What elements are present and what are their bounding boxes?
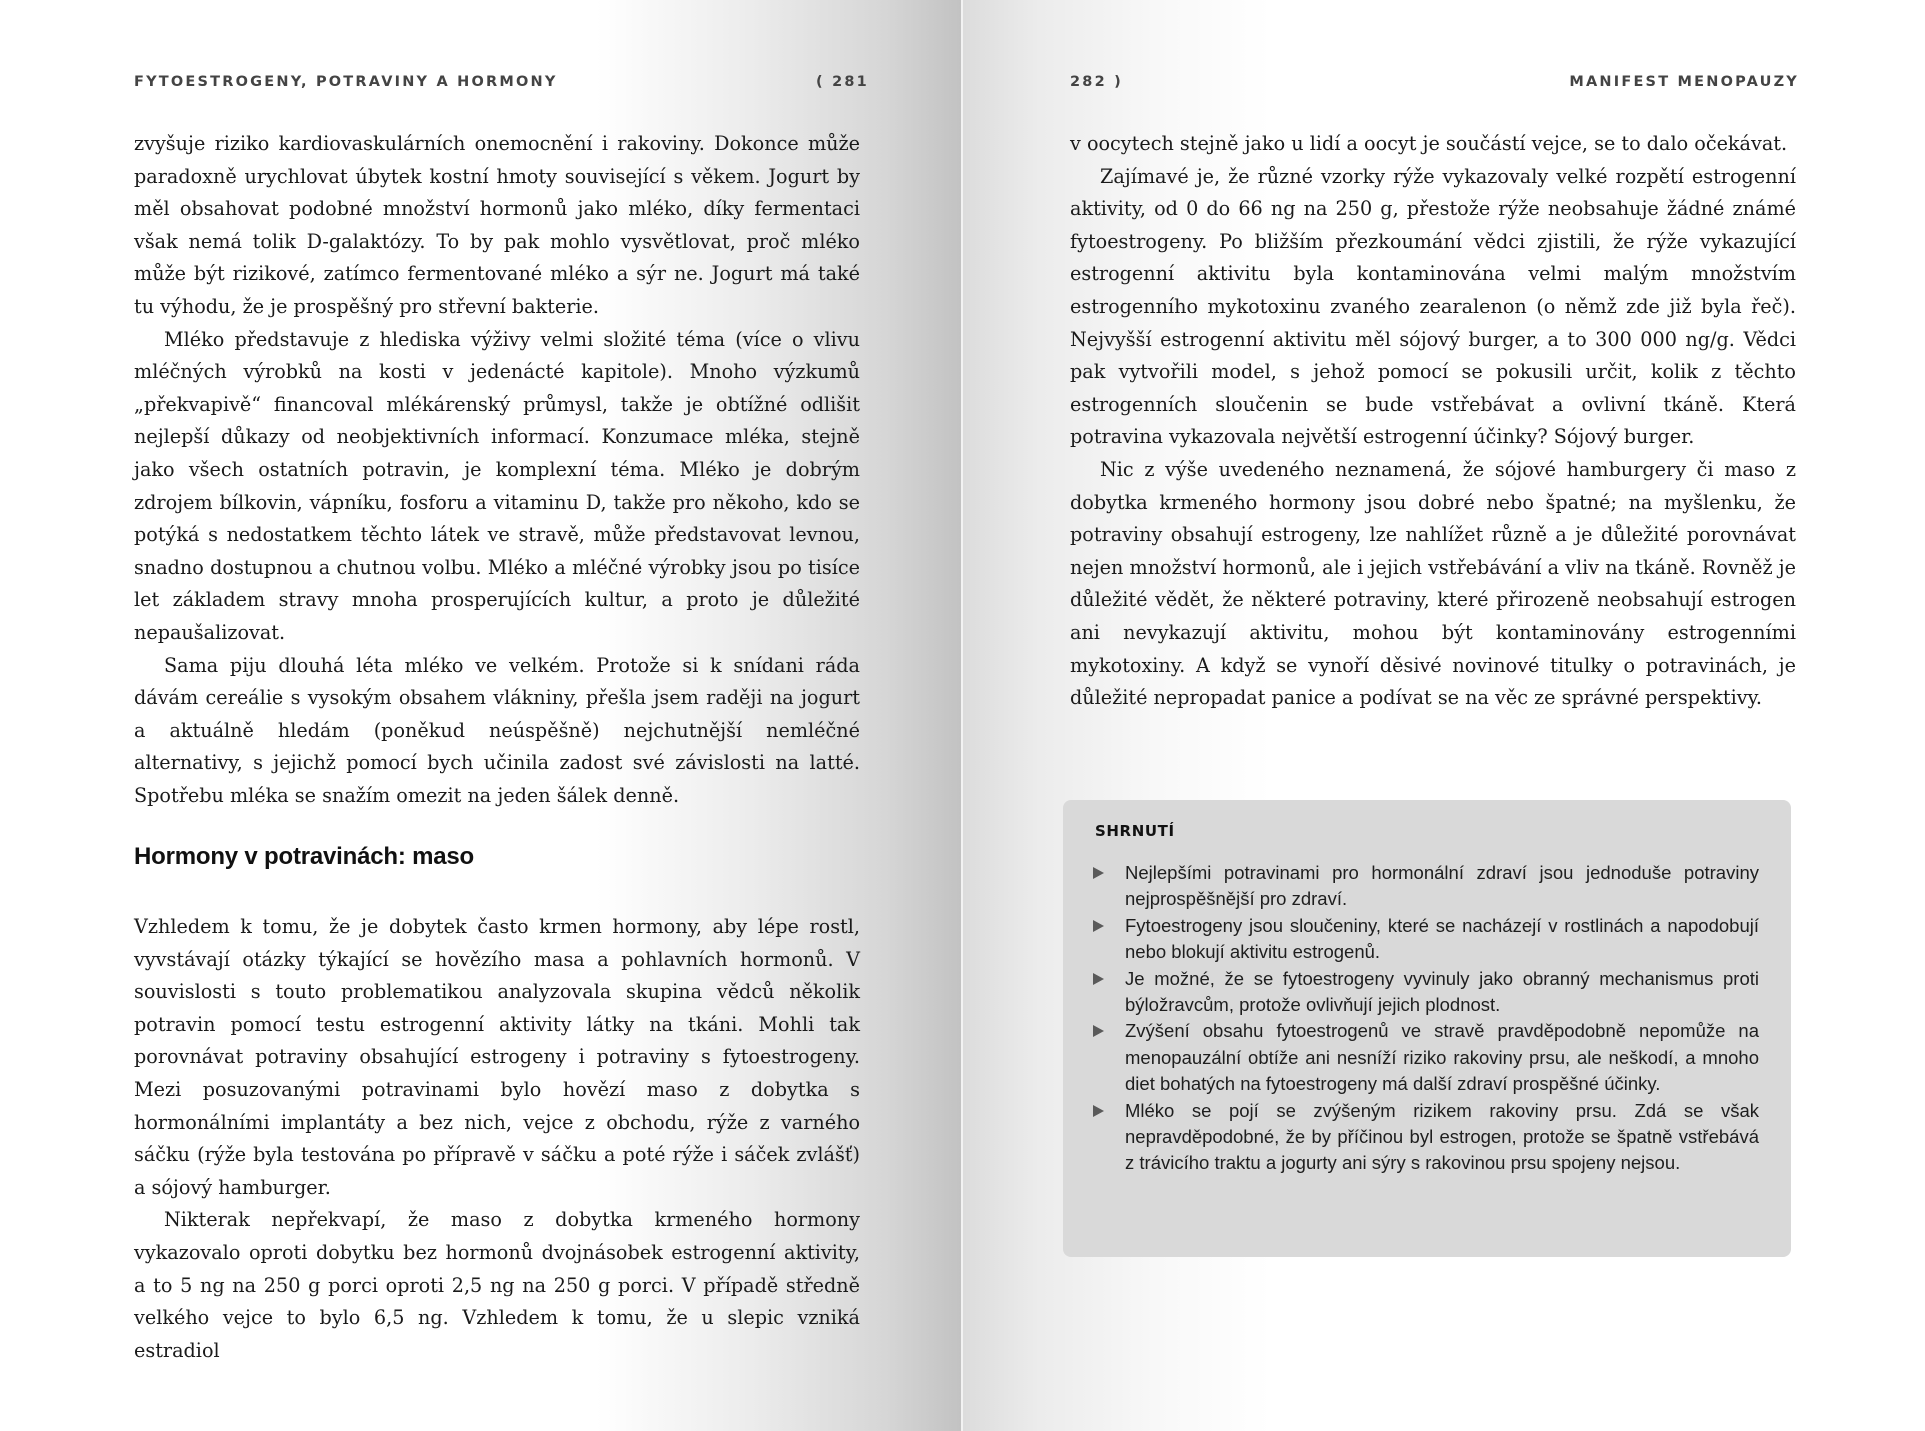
paragraph: Nikterak nepřekvapí, že maso z dobytka krmeného hormony vykazovalo oproti dobytku bez hormonů dvojnásobek estrogenní aktivity, a to 5 ng na 250 g porci oproti 2,5 ng na 250 g porci. V případě středně velkého vejce to bylo 6,5 ng. Vzhledem k tomu, že u slepic vzniká estradiol (134, 1208, 860, 1362)
paragraph: v oocytech stejně jako u lidí a oocyt je součástí vejce, se to dalo očekávat. (1070, 132, 1788, 155)
summary-box (1063, 800, 1791, 1257)
triangle-bullet-icon (1093, 1025, 1104, 1037)
running-head-book-title: MANIFEST MENOPAUZY (1569, 74, 1799, 90)
body-text-right (1070, 128, 1796, 715)
paragraph: Zajímavé je, že různé vzorky rýže vykazovaly velké rozpětí estrogenní aktivity, od 0 do 66 ng na 250 g, přestože rýže neobsahuje žádné známé fytoestrogeny. Po bližším přezkoumání vědci zjistili, že rýže vykazující estrogenní aktivitu byla kontaminována velmi malým množstvím estrogenního mykotoxinu zvaného zearalenon (o němž zde již byla řeč). Nejvyšší estrogenní aktivitu měl sójový burger, a to 300 000 ng/g. Vědci pak vytvořili model, s jehož pomocí se pokusili určit, kolik z těchto estrogenních sloučenin se bude vstřebávat a ovlivní tkáně. Která potravina vykazovala největší estrogenní účinky? Sójový burger. (1070, 164, 1796, 449)
page-number-left: ( 281 (816, 74, 869, 90)
triangle-bullet-icon (1093, 1105, 1104, 1117)
triangle-bullet-icon (1093, 920, 1104, 932)
summary-list (1093, 860, 1759, 1177)
left-page (0, 0, 962, 1431)
running-head-chapter: FYTOESTROGENY, POTRAVINY A HORMONY (134, 74, 558, 90)
paragraph: Sama piju dlouhá léta mléko ve velkém. Protože si k snídani ráda dávám cereálie s vysokým obsahem vlákniny, přešla jsem raději na jogurt a aktuálně hledám (poněkud neúspěšně) nejchutnější nemléčné alternativy, s jejichž pomocí bych učinila zadost své závislosti na latté. Spotřebu mléka se snažím omezit na jeden šálek denně. (134, 653, 860, 807)
paragraph: Vzhledem k tomu, že je dobytek často krmen hormony, aby lépe rostl, vyvstávají otázky týkající se hovězího masa a pohlavních hormonů. V souvislosti s touto problematikou analyzovala skupina vědců několik potravin pomocí testu estrogenní aktivity látky na tkáni. Mohli tak porovnávat potraviny obsahující estrogeny i potraviny s fytoestrogeny. Mezi posuzovanými potravinami bylo hovězí maso z dobytka s hormonálními implantáty a bez nich, vejce z obchodu, rýže z varného sáčku (rýže byla testována po přípravě v sáčku a poté rýže i sáček zvlášť) a sójový hamburger. (134, 915, 860, 1199)
summary-item: Fytoestrogeny jsou sloučeniny, které se nacházejí v rostlinách a napodobují nebo blokují aktivitu estrogenů. (1093, 913, 1759, 966)
body-text-top (134, 128, 860, 812)
summary-item: Nejlepšími potravinami pro hormonální zdraví jsou jednoduše potraviny nejprospěšnější pro zdraví. (1093, 860, 1759, 913)
paragraph: Mléko představuje z hlediska výživy velmi složité téma (více o vlivu mléčných výrobků na kosti v jedenácté kapitole). Mnoho výzkumů „překvapivě“ financoval mlékárenský průmysl, takže je obtížné odlišit nejlepší důkazy od neobjektivních informací. Konzumace mléka, stejně jako všech ostatních potravin, je komplexní téma. Mléko je dobrým zdrojem bílkovin, vápníku, fosforu a vitaminu D, takže pro někoho, kdo se potýká s nedostatkem těchto látek ve stravě, může představovat levnou, snadno dostupnou a chutnou volbu. Mléko a mléčné výrobky jsou po tisíce let základem stravy mnoha prosperujících kultur, a proto je důležité nepaušalizovat. (134, 327, 860, 644)
summary-title: SHRNUTÍ (1095, 822, 1175, 840)
triangle-bullet-icon (1093, 973, 1104, 985)
triangle-bullet-icon (1093, 867, 1104, 879)
body-text-bottom (134, 911, 860, 1367)
section-heading: Hormony v potravinách: maso (134, 843, 475, 870)
summary-item: Mléko se pojí se zvýšeným rizikem rakoviny prsu. Zdá se však nepravděpodobné, že by příčinou byl estrogen, protože se špatně vstřebává z trávicího traktu a jogurty ani sýry s rakovinou prsu spojeny nejsou. (1093, 1098, 1759, 1177)
page-number-right: 282 ) (1070, 74, 1123, 90)
paragraph: Nic z výše uvedeného neznamená, že sójové hamburgery či maso z dobytka krmeného hormony jsou dobré nebo špatné; na myšlenku, že potraviny obsahují estrogeny, lze nahlížet různě a je důležité porovnávat nejen množství hormonů, ale i jejich vstřebávání a vliv na tkáně. Rovněž je důležité vědět, že některé potraviny, které přirozeně neobsahují estrogen ani nevykazují aktivitu, mohou být kontaminovány estrogenními mykotoxiny. A když se vynoří děsivé novinové titulky o potravinách, je důležité nepropadat panice a podívat se na věc ze správné perspektivy. (1070, 457, 1796, 710)
summary-item: Je možné, že se fytoestrogeny vyvinuly jako obranný mechanismus proti býložravcům, protože ovlivňují jejich plodnost. (1093, 966, 1759, 1019)
paragraph: zvyšuje riziko kardiovaskulárních onemocnění i rakoviny. Dokonce může paradoxně urychlovat úbytek kostní hmoty související s věkem. Jogurt by měl obsahovat podobné množství hormonů jako mléko, díky fermentaci však nemá tolik D-galaktózy. To by pak mohlo vysvětlovat, proč mléko může být rizikové, zatímco fermentované mléko a sýr ne. Jogurt má také tu výhodu, že je prospěšný pro střevní bakterie. (134, 132, 860, 318)
summary-item: Zvýšení obsahu fytoestrogenů ve stravě pravděpodobně nepomůže na menopauzální obtíže ani nesníží riziko rakoviny prsu, ale neškodí, a mnoho diet bohatých na fytoestrogeny má další zdraví prospěšné účinky. (1093, 1018, 1759, 1097)
